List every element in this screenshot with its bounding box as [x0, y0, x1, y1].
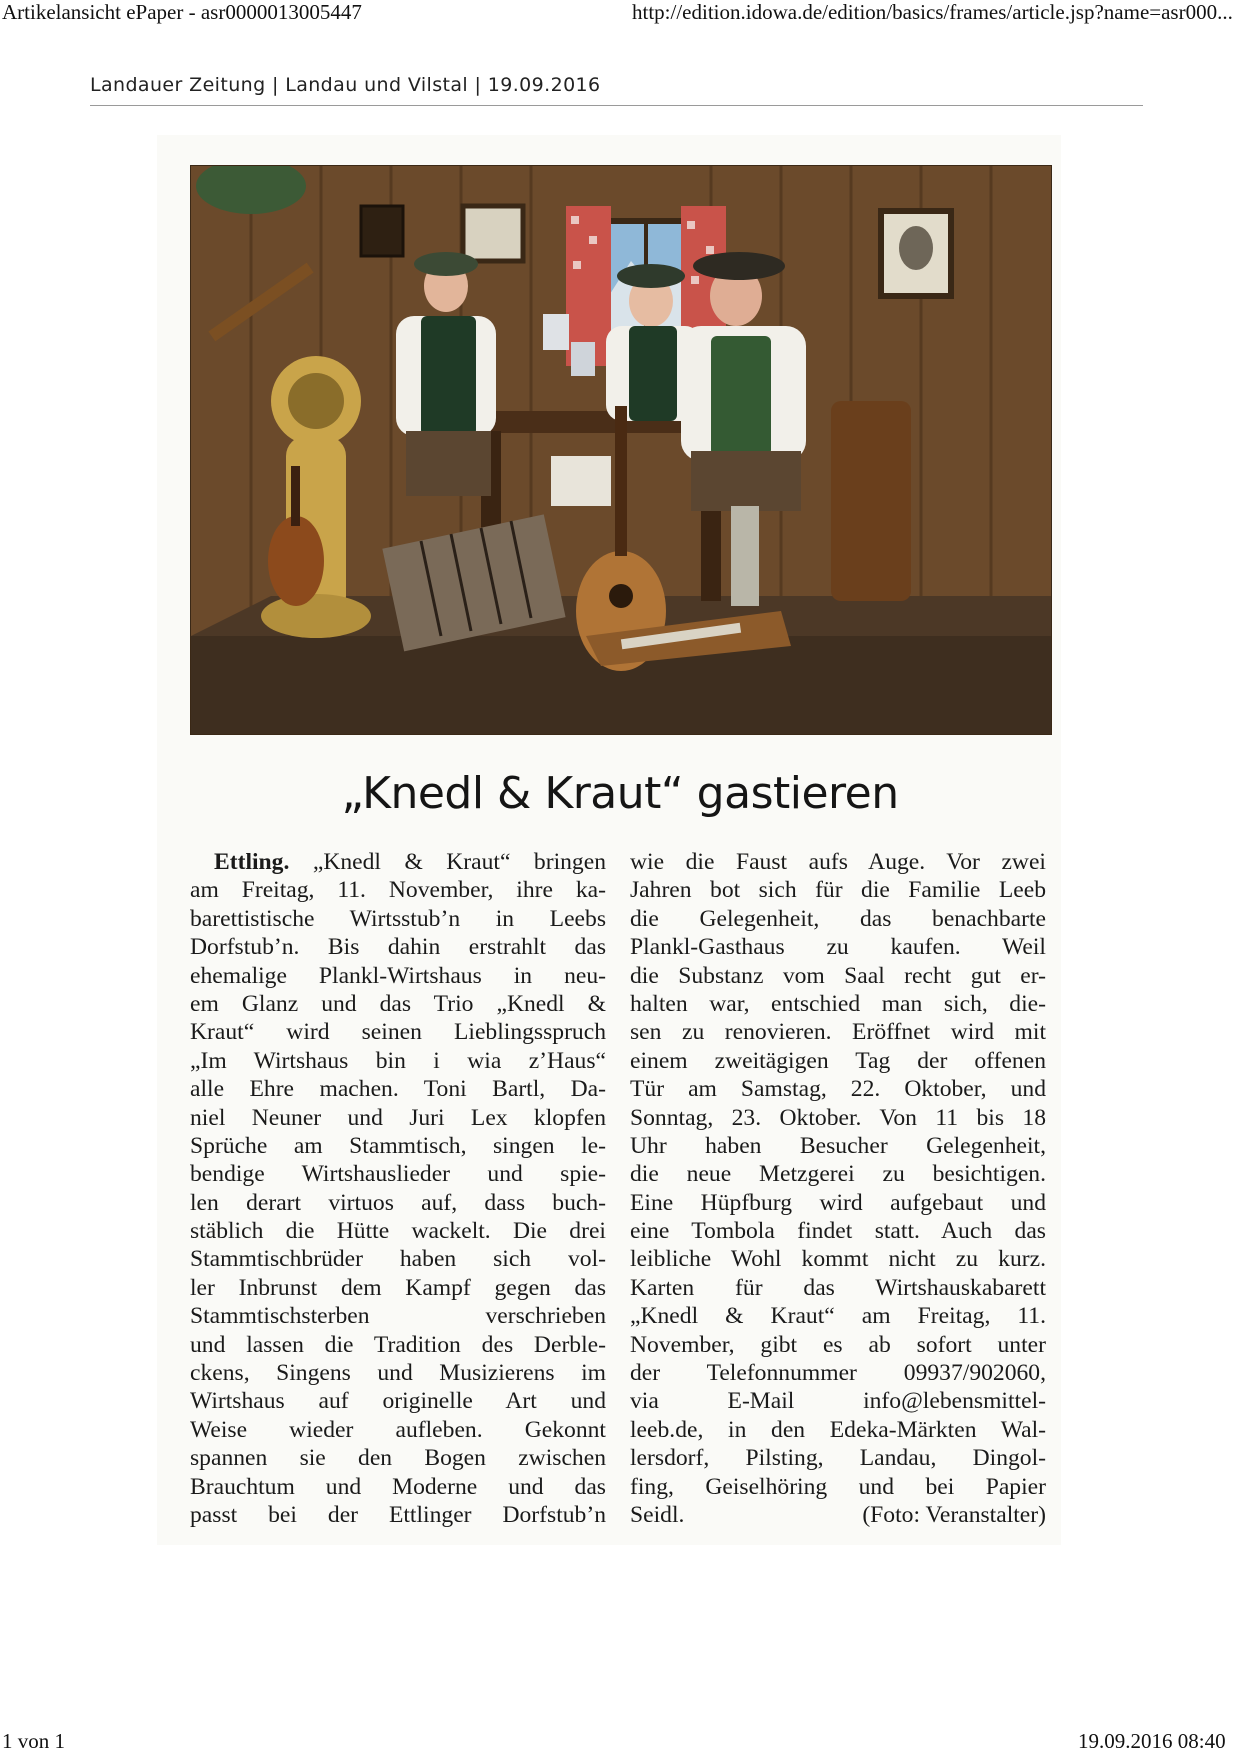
article-line: Tür am Samstag, 22. Oktober, und [630, 1076, 1046, 1103]
article-line: Brauchtum und Moderne und das [190, 1473, 606, 1500]
article-line: Plankl-Gasthaus zu kaufen. Weil [630, 934, 1046, 961]
article-line: leeb.de, in den Edeka-Märkten Wal- [630, 1416, 1046, 1443]
article-line: und lassen die Tradition des Derble- [190, 1331, 606, 1358]
article-line: halten war, entschied man sich, die- [630, 990, 1046, 1017]
article-line: Eine Hüpfburg wird aufgebaut und [630, 1189, 1046, 1216]
article-column-right [630, 848, 1046, 1529]
photo-credit: (Foto: Veranstalter) [862, 1501, 1046, 1528]
article-line: fing, Geiselhöring und bei Papier [630, 1473, 1046, 1500]
article-line: Karten für das Wirtshauskabarett [630, 1274, 1046, 1301]
article-line [190, 848, 606, 876]
article-line: bendige Wirtshauslieder und spie- [190, 1161, 606, 1188]
article-line: eine Tombola findet statt. Auch das [630, 1218, 1046, 1245]
print-header-title: Artikelansicht ePaper - asr0000013005447 [2, 0, 362, 24]
article-line: Jahren bot sich für die Familie Leeb [630, 877, 1046, 904]
article-line-text: „Knedl & Kraut“ bringen [312, 849, 606, 875]
article-line: sen zu renovieren. Eröffnet wird mit [630, 1019, 1046, 1046]
article-line: niel Neuner und Juri Lex klopfen [190, 1104, 606, 1131]
article-line: der Telefonnummer 09937/902060, [630, 1360, 1046, 1387]
article-final-line [630, 1501, 1046, 1529]
article-line: einem zweitägigen Tag der offenen [630, 1047, 1046, 1074]
article-final-text: Seidl. [630, 1501, 685, 1528]
article-line: leibliche Wohl kommt nicht zu kurz. [630, 1246, 1046, 1273]
article-headline: „Knedl & Kraut“ gastieren [341, 768, 899, 819]
article-line: Uhr haben Besucher Gelegenheit, [630, 1132, 1046, 1159]
article-line: November, gibt es ab sofort unter [630, 1331, 1046, 1358]
article-line: em Glanz und das Trio „Knedl & [190, 990, 606, 1017]
article-line: ler Inbrunst dem Kampf gegen das [190, 1274, 606, 1301]
print-footer-datetime: 19.09.2016 08:40 [1078, 1729, 1226, 1753]
article-line: Sprüche am Stammtisch, singen le- [190, 1132, 606, 1159]
article-column-left [190, 848, 606, 1529]
article-line: len derart virtuos auf, dass buch- [190, 1189, 606, 1216]
article-line: ehemalige Plankl-Wirtshaus in neu- [190, 962, 606, 989]
article-line: die Gelegenheit, das benachbarte [630, 905, 1046, 932]
article-line: Stammtischsterben verschrieben [190, 1303, 606, 1330]
article-dateline: Ettling. [214, 849, 290, 875]
article-line: wie die Faust aufs Auge. Vor zwei [630, 849, 1046, 875]
article-line: Kraut“ wird seinen Lieblingsspruch [190, 1019, 606, 1046]
article-line: ckens, Singens und Musizierens im [190, 1360, 606, 1387]
article-line: Wirtshaus auf originelle Art und [190, 1388, 606, 1415]
article-line: barettistische Wirtsstub’n in Leebs [190, 905, 606, 932]
article-line: die neue Metzgerei zu besichtigen. [630, 1161, 1046, 1188]
article-line: am Freitag, 11. November, ihre ka- [190, 877, 606, 904]
article-line: lersdorf, Pilsting, Landau, Dingol- [630, 1445, 1046, 1472]
header-divider [90, 105, 1143, 106]
article-line: Weise wieder aufleben. Gekonnt [190, 1416, 606, 1443]
article-line: die Substanz vom Saal recht gut er- [630, 962, 1046, 989]
article-line: Dorfstub’n. Bis dahin erstrahlt das [190, 934, 606, 961]
article-line: stäblich die Hütte wackelt. Die drei [190, 1218, 606, 1245]
article-line: „Knedl & Kraut“ am Freitag, 11. [630, 1303, 1046, 1330]
print-header-url: http://edition.idowa.de/edition/basics/frames/article.jsp?name=asr000... [632, 0, 1233, 24]
source-line: Landauer Zeitung | Landau und Vilstal | 19.09.2016 [90, 74, 601, 96]
article-line: Sonntag, 23. Oktober. Von 11 bis 18 [630, 1104, 1046, 1131]
article-line: alle Ehre machen. Toni Bartl, Da- [190, 1076, 606, 1103]
article-line: spannen sie den Bogen zwischen [190, 1445, 606, 1472]
article-line: via E-Mail info@lebensmittel- [630, 1388, 1046, 1415]
article-photo [190, 165, 1052, 735]
print-footer-page: 1 von 1 [2, 1729, 65, 1753]
article-line: „Im Wirtshaus bin i wia z’Haus“ [190, 1047, 606, 1074]
article-line: passt bei der Ettlinger Dorfstub’n [190, 1501, 606, 1528]
article-line: Stammtischbrüder haben sich vol- [190, 1246, 606, 1273]
